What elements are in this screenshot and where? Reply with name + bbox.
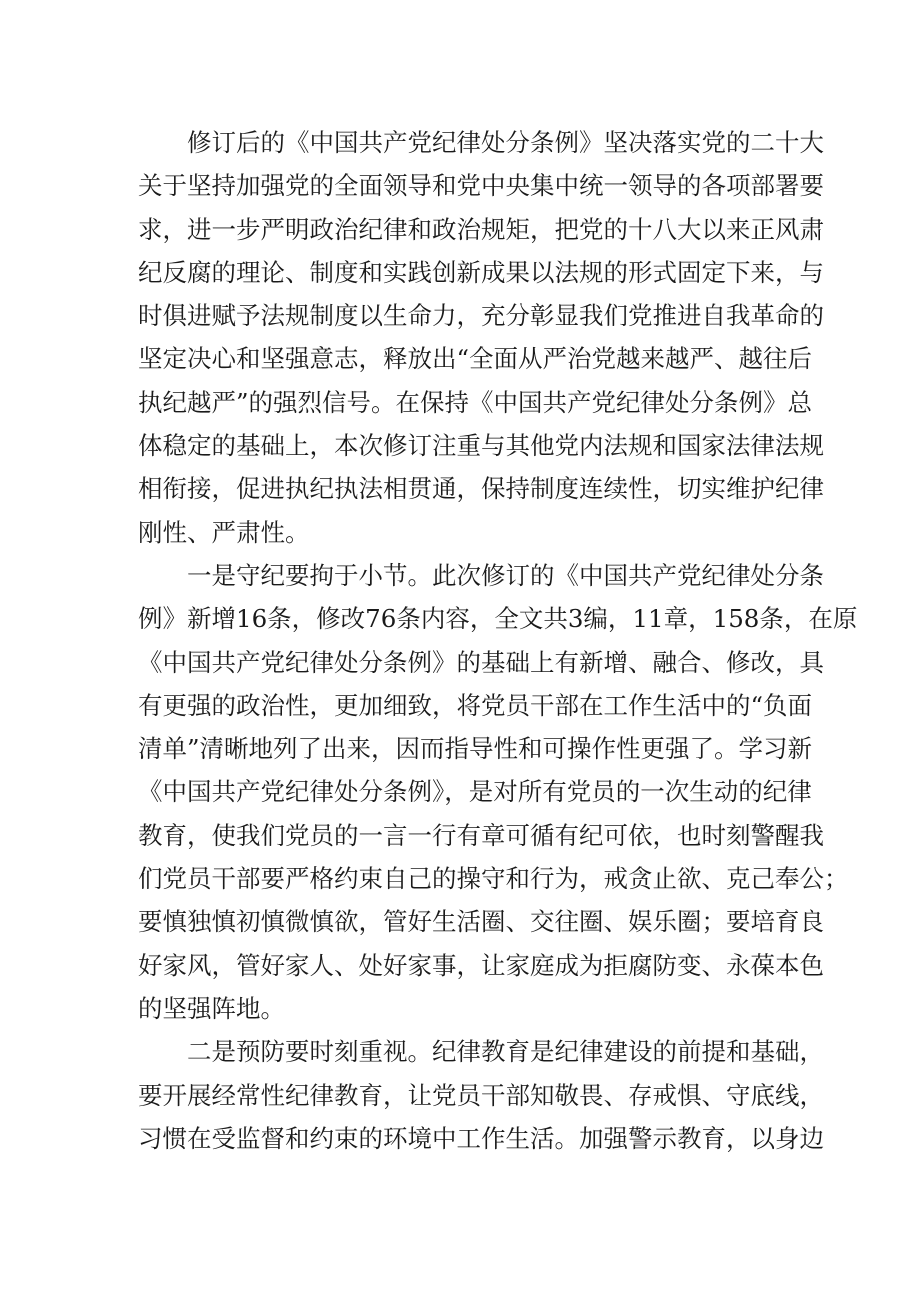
text-line: 《中国共产党纪律处分条例》，是对所有党员的一次生动的纪律	[138, 777, 812, 807]
text-line: 修订后的《中国共产党纪律处分条例》坚决落实党的二十大	[187, 128, 824, 157]
paragraph-1	[138, 121, 824, 554]
text-line: 的坚强阵地。	[138, 993, 285, 1023]
text-line: 《中国共产党纪律处分条例》的基础上有新增、融合、修改，具	[138, 647, 824, 677]
text-line: 纪反腐的理论、制度和实践创新成果以法规的形式固定下来，与	[138, 257, 824, 287]
text-line: 坚定决心和坚强意志，释放出“全面从严治党越来越严、越往后	[138, 344, 813, 374]
text-line: 相衔接，促进执纪执法相贯通，保持制度连续性，切实维护纪律	[138, 474, 824, 504]
document-body	[138, 121, 858, 1160]
text-line: 关于坚持加强党的全面领导和党中央集中统一领导的各项部署要	[138, 171, 824, 201]
text-line: 教育，使我们党员的一言一行有章可循有纪可依，也时刻警醒我	[138, 820, 824, 850]
text-line: 二是预防要时刻重视。纪律教育是纪律建设的前提和基础，	[187, 1037, 824, 1067]
text-line: 清单”清晰地列了出来，因而指导性和可操作性更强了。学习新	[138, 734, 813, 764]
text-line: 一是守纪要拘于小节。此次修订的《中国共产党纪律处分条	[187, 560, 824, 590]
text-line: 要开展经常性纪律教育，让党员干部知敬畏、存戒惧、守底线，	[138, 1080, 824, 1110]
text-line: 好家风，管好家人、处好家事，让家庭成为拒腐防变、永葆本色	[138, 950, 824, 980]
paragraph-3	[138, 1030, 824, 1160]
text-line: 习惯在受监督和约束的环境中工作生活。加强警示教育，以身边	[138, 1123, 824, 1153]
paragraph-2	[138, 554, 858, 1030]
text-line: 要慎独慎初慎微慎欲，管好生活圈、交往圈、娱乐圈；要培育良	[138, 907, 824, 937]
text-line: 体稳定的基础上，本次修订注重与其他党内法规和国家法律法规	[138, 431, 824, 461]
text-line: 时俱进赋予法规制度以生命力，充分彰显我们党推进自我革命的	[138, 301, 824, 331]
text-line: 有更强的政治性，更加细致，将党员干部在工作生活中的“负面	[138, 690, 813, 720]
text-line: 执纪越严”的强烈信号。在保持《中国共产党纪律处分条例》总	[138, 387, 813, 417]
text-line: 例》新增16条，修改76条内容，全文共3编，11章，158条，在原	[138, 604, 858, 634]
text-line: 求，进一步严明政治纪律和政治规矩，把党的十八大以来正风肃	[138, 214, 824, 244]
text-line: 们党员干部要严格约束自己的操守和行为，戒贪止欲、克己奉公；	[138, 864, 849, 894]
text-line: 刚性、严肃性。	[138, 517, 310, 547]
